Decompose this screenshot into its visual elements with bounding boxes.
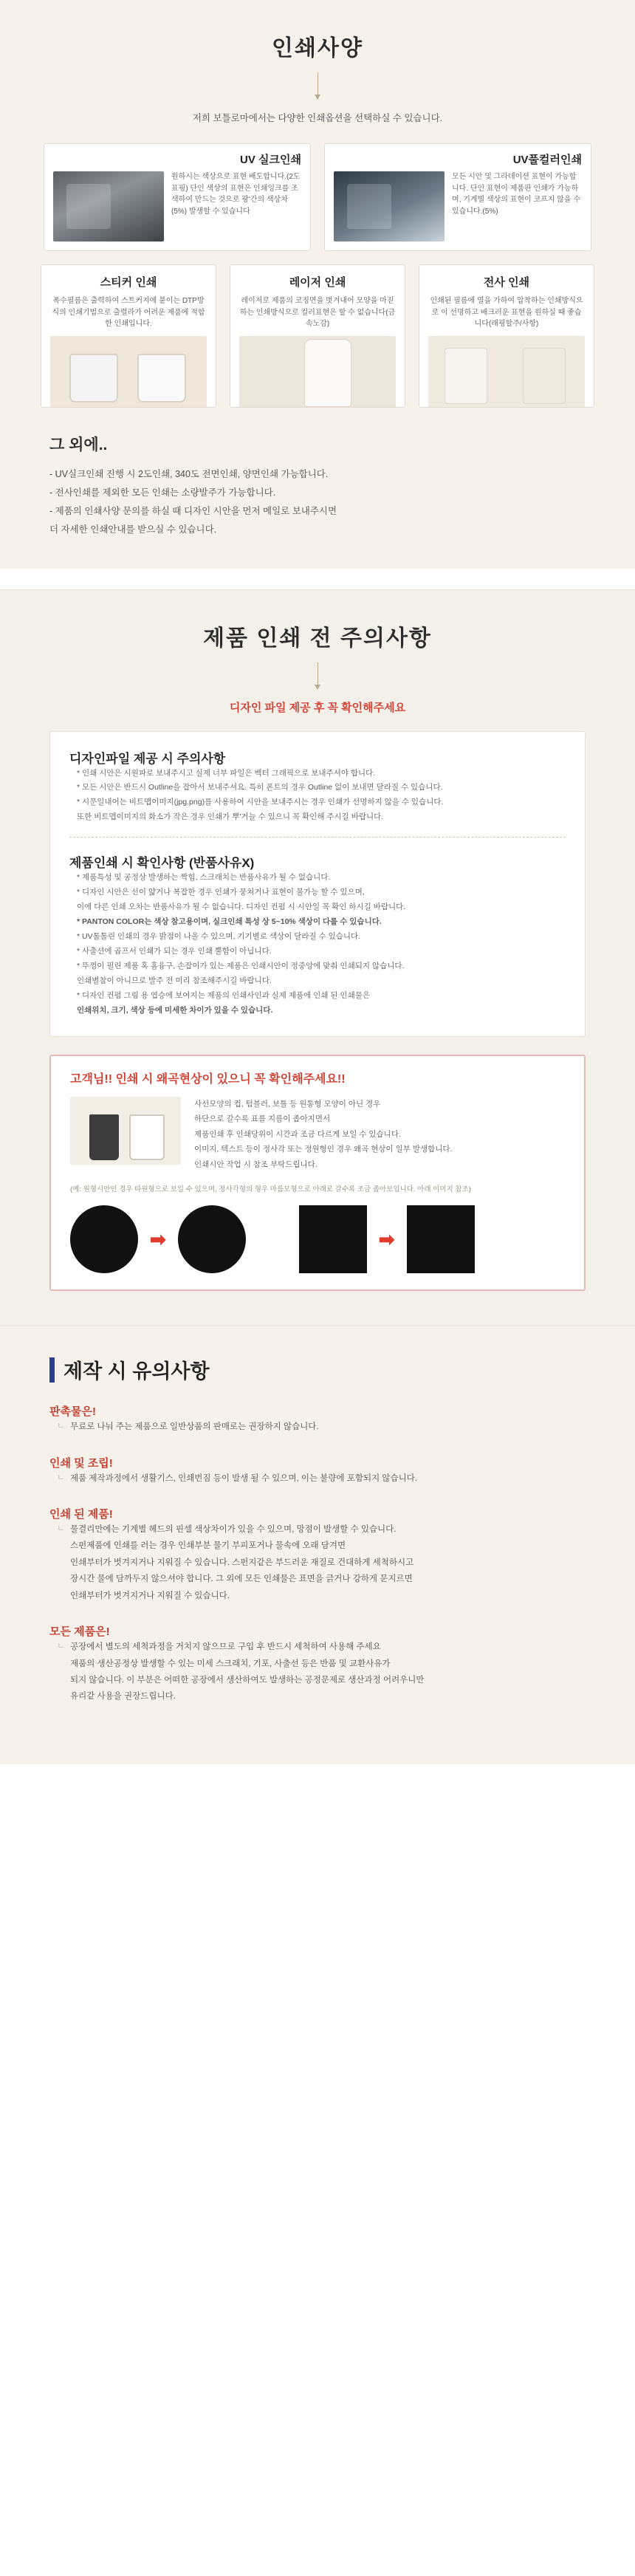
etc-title: 그 외에.. bbox=[49, 436, 108, 453]
block-heading: 제품인쇄 시 확인사항 (반품사유X) bbox=[69, 856, 255, 871]
rule-print-assembly bbox=[49, 1455, 586, 1487]
big-cards-row bbox=[0, 143, 635, 251]
product-photo bbox=[239, 336, 396, 407]
section2-subtitle: 디자인 파일 제공 후 꼭 확인해주세요 bbox=[229, 701, 406, 714]
section3-title: 제작 시 유의사항 bbox=[64, 1360, 210, 1383]
note-line: * 사출션에 곱프서 인쇄가 되는 경우 인쇄 뿔함이 아닙니다. bbox=[77, 946, 272, 956]
note-line: * 시문일내어는 비트맵이미지(jpg.png)를 사용하여 시안을 보내주시는 경우 인쇄가 선명하지 않을 수 있습니다. bbox=[77, 798, 444, 807]
rule-heading: 모든 제품은! bbox=[49, 1626, 110, 1639]
note-line: * 뚜껑이 필린 제품 혹 홈융구, 손잡이가 있는 제품은 인쇄시안이 정중앙에 맞춰 인쇄되지 않습니다. bbox=[77, 961, 405, 970]
rule-heading: 인쇄 및 조립! bbox=[49, 1456, 113, 1470]
block-print-check bbox=[69, 852, 566, 1018]
note-line: * PANTON COLOR는 색상 참고용이며, 실크인쇄 특성 상 5~10% 색상이 다를 수 있습니다. bbox=[77, 917, 382, 927]
note-line: 하단으로 갈수록 표를 지름이 좁아지면서 bbox=[194, 1114, 331, 1124]
rule-all-products bbox=[49, 1623, 586, 1705]
rule-printed-product bbox=[49, 1506, 586, 1604]
rule-line: 스펀제품에 인쇄를 러는 경우 인쇄부분 물기 부피포거나 물속에 오래 담겨면 bbox=[70, 1541, 346, 1551]
note-line: * 제품특성 및 공정상 발생하는 짝힘, 스크래치는 반품사유가 될 수 없습니다. bbox=[77, 873, 331, 883]
rule-line: ㄴ 공장에서 별도의 세척과정을 거치지 않으므로 구입 후 반드시 세척하여 사용해 주세요 bbox=[49, 1639, 586, 1655]
cup-shape-image bbox=[70, 1097, 181, 1165]
card-text: 레이저로 제품의 코징면을 벗겨내어 모양을 마짇하는 인쇄방식으로 컬러표현은 할 수 없습니다(금속노감) bbox=[239, 297, 396, 328]
section-production-notes bbox=[0, 1325, 635, 1764]
rules-list bbox=[49, 1403, 586, 1705]
note-line: 이에 다른 인쇄 오차는 반품사유가 될 수 없습니다. 디자인 컨펌 시 시안일 꼭 확인 하시길 바랍니다. bbox=[77, 902, 406, 912]
section3-header bbox=[49, 1355, 586, 1384]
section-print-spec bbox=[0, 0, 635, 569]
note-line: 인쇄시안 작업 시 참조 부탁드립니다. bbox=[194, 1159, 318, 1169]
product-photo bbox=[50, 336, 207, 407]
panel-design-file bbox=[49, 731, 586, 1037]
square-shape bbox=[299, 1205, 367, 1273]
note-line: * 인쇄 시안은 시원파로 보내주시고 실제 너부 파일은 벡터 그래픽으로 보내주셔야 합니다. bbox=[77, 768, 376, 778]
warning-heading: 고객님!! 인쇄 시 왜곡현상이 있으니 꼭 확인해주세요!! bbox=[70, 1072, 346, 1086]
circle-shape bbox=[70, 1205, 138, 1273]
card-title: 스티커 인쇄 bbox=[100, 276, 157, 289]
note-line: * 모든 시안은 반드시 Outline을 잡아서 보내주셔요. 특히 폰트의 경우 Outline 없이 보내면 달라질 수 있습니다. bbox=[77, 783, 443, 792]
card-title: 전사 인쇄 bbox=[483, 276, 530, 289]
note-line: 이미지, 텍스트 등이 정사각 또는 정원형인 경우 왜곡 현상이 일부 발생합니다. bbox=[194, 1145, 453, 1154]
list-item: - 제품의 인쇄사양 문의를 하실 때 디자인 시안을 먼저 메일로 보내주시면 bbox=[49, 505, 337, 516]
etc-list bbox=[49, 465, 586, 539]
rule-line: ㄴ 무료로 나눠 주는 제품으로 일반상품의 판매로는 권장하지 않습니다. bbox=[49, 1419, 586, 1435]
card-text: 인쇄된 필름에 열을 가하여 압착하는 인쇄방식으로 이 선명하고 배크러운 표현을 원하실 때 좋습니다(래핑할주/사항) bbox=[430, 297, 583, 328]
arrow-right-icon: ➡ bbox=[150, 1227, 166, 1250]
rule-heading: 판촉물은! bbox=[49, 1405, 96, 1419]
etc-block bbox=[49, 433, 586, 539]
note-line: * 디자인 시안은 선이 얇거나 복잡한 경우 인쇄가 뭉쳐거나 표현이 불가능 할 수 있으며, bbox=[77, 888, 365, 897]
section-lead: 저희 보틀로마에서는 다양한 인쇄옵션을 선택하실 수 있습니다. bbox=[192, 113, 443, 123]
card-text: 폭수필름은 출력하여 스트커지에 붙이는 DTP방식의 인쇄기법으로 출렬라가 어려운 제품에 적합한 인쇄입니다. bbox=[52, 297, 205, 328]
product-photo bbox=[428, 336, 585, 407]
product-photo bbox=[53, 171, 164, 242]
card-text: 원하시는 색상으로 표현 배도합니다.(2도표핑) 단인 색상의 표현은 인쇄잉크를 조색하여 만드는 것으로 팡'간의 색상차(5%) 발생할 수 있습니다 bbox=[171, 173, 301, 216]
rule-line: 인쇄부터가 벗겨지거나 지워질 수 있습니다. 스펀지같은 부드러운 재질로 건대하게 세척하시고 bbox=[70, 1558, 414, 1567]
list-item: - UV실크인쇄 진행 시 2도인쇄, 340도 전면인쇄, 양면인쇄 가능합니다. bbox=[49, 468, 329, 479]
warning-note: (예: 원형시안인 경우 타원형으로 보일 수 있으며, 정사각형의 형우 마름모형으로 아래로 갈수록 조금 좁아보입니다. 아래 이미지 참조) bbox=[70, 1185, 471, 1193]
note-line: 사선모양의 컵, 텀블러, 보틀 등 원통형 모양이 아닌 경우 bbox=[194, 1099, 381, 1109]
rule-line: ㄴ 물결리만에는 기계별 헤드의 핀셀 색상차이가 있을 수 있으며, 망점이 발생할 수 있습니다. bbox=[49, 1521, 586, 1538]
accent-bar bbox=[49, 1357, 55, 1383]
list-item: 더 자세한 인쇄안내를 받으실 수 있습니다. bbox=[49, 524, 217, 535]
card-text: 모든 시안 및 그라데이션 표현이 가능합니다. 단인 표현이 제품판 인쇄가 가능하며, 기계별 색상의 표현이 코프지 않을 수 있습니다.(5%) bbox=[452, 173, 581, 216]
note-line: * 디자인 컨펌 그림 용 엽승에 보여지는 제품의 인쇄사인과 실제 제품에 인쇄 된 인쇄물은 bbox=[77, 990, 371, 1000]
list-item: - 전사인쇄를 제외한 모든 인쇄는 소량발주가 가능합니다. bbox=[49, 487, 276, 498]
note-line: 인쇄위치, 크기, 색상 등에 미세한 차이가 있을 수 있습니다. bbox=[77, 1005, 273, 1015]
rule-line: ㄴ 제품 제작과정에서 생활기스, 인쇄번짐 등이 발생 될 수 있으며, 이는 불량에 포함되지 않습니다. bbox=[49, 1470, 586, 1487]
rule-line: 인쇄부터가 벗겨지거나 지워질 수 있습니다. bbox=[70, 1591, 230, 1600]
card-transfer bbox=[419, 264, 594, 408]
note-line: 제품인쇄 후 인쇄당위이 시간과 조금 다르게 보일 수 있습니다. bbox=[194, 1129, 401, 1139]
section-pre-print-caution bbox=[0, 589, 635, 1326]
card-sticker bbox=[41, 264, 216, 408]
ellipse-shape bbox=[178, 1205, 246, 1273]
note-line: * UV톨톨린 인쇄의 경우 밝점이 나올 수 있으며, 기기별로 색상이 달라질 수 있습니다. bbox=[77, 932, 361, 941]
rule-promotional bbox=[49, 1403, 586, 1435]
card-uv-silk bbox=[44, 143, 311, 251]
card-title: 레이저 인쇄 bbox=[289, 276, 346, 289]
rule-heading: 인쇄 된 제품! bbox=[49, 1508, 113, 1521]
card-uv-fullcolor bbox=[324, 143, 591, 251]
product-photo bbox=[334, 171, 444, 242]
trapezoid-shape bbox=[407, 1205, 475, 1273]
card-title: UV 실크인쇄 bbox=[240, 154, 301, 166]
section2-title: 제품 인쇄 전 주의사항 bbox=[203, 626, 432, 651]
rule-line: 제품의 생산공정상 발생할 수 있는 미세 스크래치, 기포, 사출선 등은 반품 및 교환사유가 bbox=[70, 1659, 391, 1668]
note-line: 인쇄별참이 아니므로 발주 전 미리 참조해주시길 바랍니다. bbox=[77, 976, 272, 985]
panel-distortion-warning bbox=[49, 1055, 586, 1292]
warning-text bbox=[194, 1097, 452, 1172]
arrow-right-icon: ➡ bbox=[378, 1227, 395, 1250]
card-title: UV풀컬러인쇄 bbox=[512, 154, 582, 166]
page-title: 인쇄사양 bbox=[272, 36, 363, 61]
small-cards-row bbox=[0, 264, 635, 408]
card-laser bbox=[230, 264, 405, 408]
rule-line: 장시간 물에 담까두지 않으셔야 합니다. 그 외에 모든 인쇄물은 표면을 긁거나 강하게 문지르면 bbox=[70, 1575, 413, 1584]
note-line: 또한 비트맵이미지의 화소가 작은 경우 인쇄가 뿌'거늘 수 있으니 꼭 확인해 주시길 바랍니다. bbox=[77, 812, 384, 822]
rule-line: 되지 않습니다. 이 부분은 어떠한 공장에서 생산하여도 발생하는 공정문제로 생산과정 어려우니만 bbox=[70, 1675, 425, 1685]
shape-comparison bbox=[70, 1205, 565, 1273]
rule-line: 유리같 사용을 권장드립니다. bbox=[70, 1692, 176, 1702]
block-heading: 디자인파일 제공 시 주의사항 bbox=[69, 751, 226, 766]
